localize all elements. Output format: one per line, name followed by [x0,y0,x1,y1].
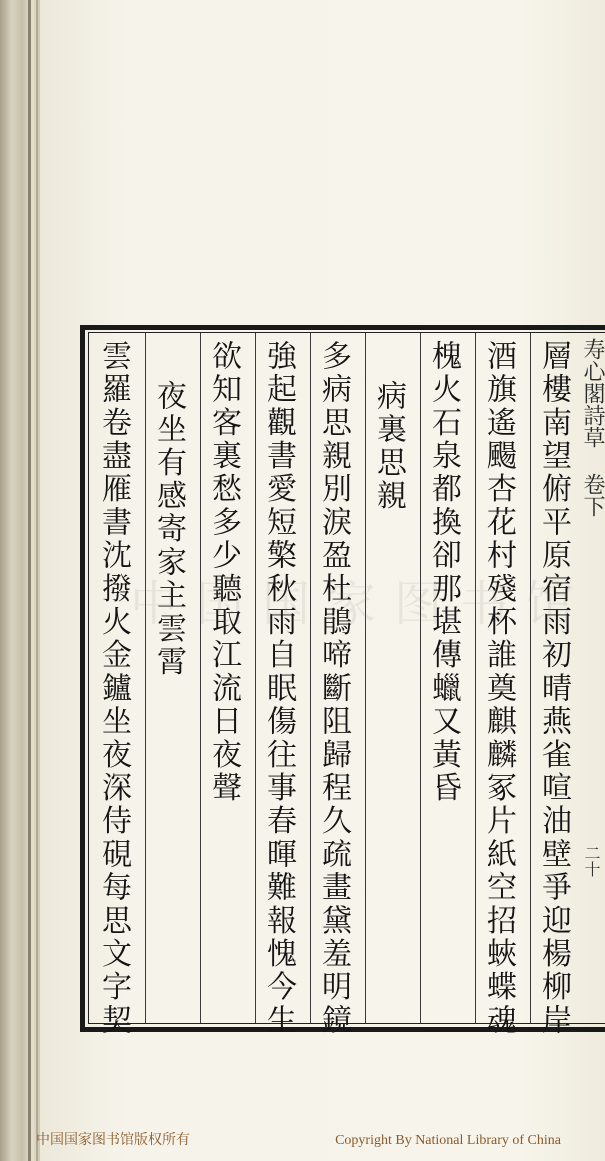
copyright-en: Copyright By National Library of China [335,1133,561,1148]
column-rule [145,333,146,1023]
text-column-9: 雲羅卷盡雁書沈撥火金鑪坐夜深侍硯每思文字契 [96,340,131,1038]
text-column-6: 強起觀書愛短檠秋雨自眠傷往事春暉難報愧今生 [261,340,296,1038]
folio-number: 二十 [582,845,601,877]
page-header: 寿心閣詩草 卷下 [580,338,605,517]
gutter-edge-inner [36,0,38,1161]
column-rule [365,333,366,1023]
column-rule [475,333,476,1023]
gutter-edge [28,0,31,1161]
copyright-cn: 中国国家图书馆版权所有 [36,1132,190,1148]
text-column-7: 欲知客裏愁多少聽取江流日夜聲 [206,340,241,805]
text-column-2: 酒旗遙颺杏花村殘杯誰奠麒麟冢片紙空招蛺蝶魂 [481,340,516,1038]
column-rule [420,333,421,1023]
column-rule [310,333,311,1023]
text-column-5: 多病思親別淚盈杜鵑啼斷阻歸程久疏畫黛羞明鏡 [316,340,351,1038]
column-rule [200,333,201,1023]
poem-title-1: 病裏思親 [371,380,406,513]
column-rule [530,333,531,1023]
library-watermark: 中国国家图书馆 [130,576,593,632]
text-column-3: 槐火石泉都換卻那堪傳蠟又黃昏 [426,340,461,805]
poem-title-2: 夜坐有感寄家主雲霄 [151,380,186,679]
book-gutter [0,0,40,1161]
column-rule [255,333,256,1023]
text-column-1: 層樓南望俯平原宿雨初晴燕雀喧油壁爭迎楊柳岸 [536,340,571,1038]
